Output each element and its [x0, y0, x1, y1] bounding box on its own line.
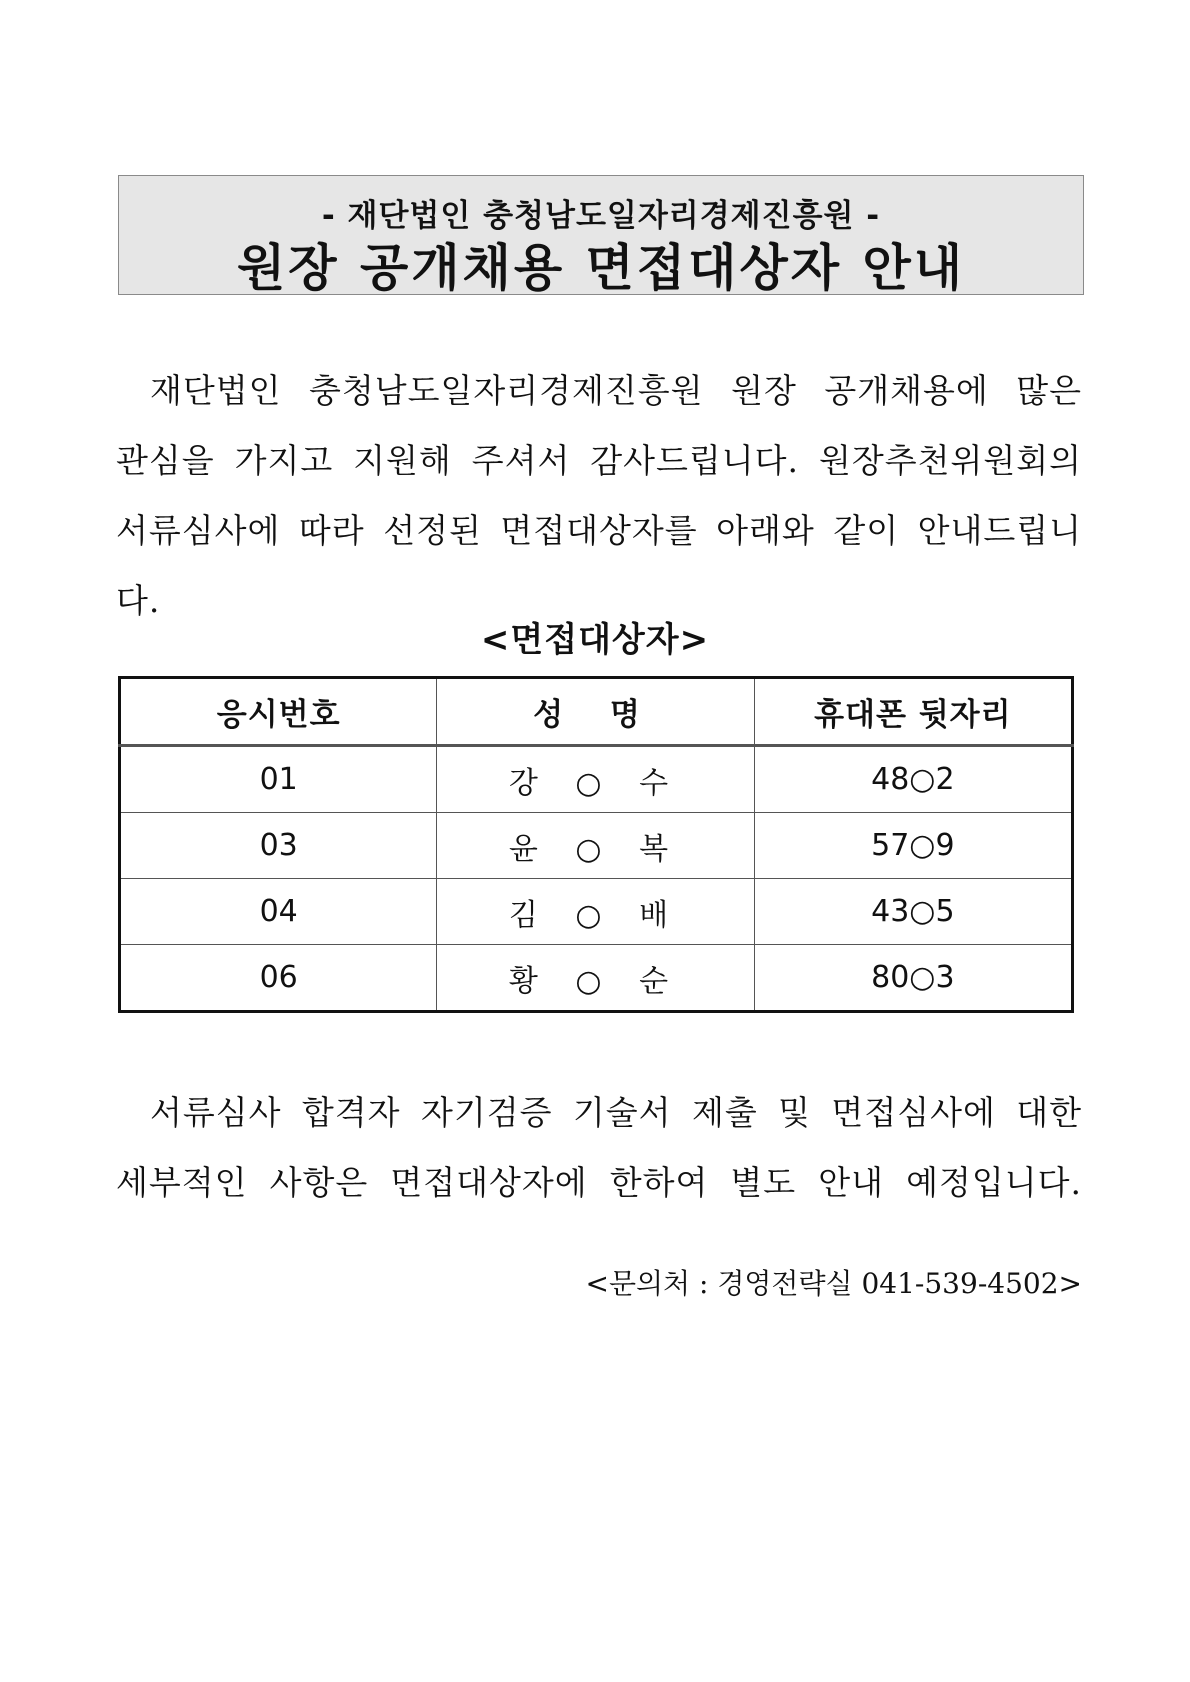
notice-line-2: 세부적인 사항은 면접대상자에 한하여 별도 안내 예정입니다. [116, 1163, 1082, 1202]
cell-name: 윤 ○ 복 [437, 813, 754, 879]
table-title: <면접대상자> [480, 620, 710, 660]
header-name: 성 명 [437, 678, 754, 746]
header-exam-number: 응시번호 [120, 678, 437, 746]
table-row [120, 879, 1073, 945]
cell-phone: 57○9 [754, 813, 1072, 879]
document-title: 원장 공개채용 면접대상자 안내 [236, 239, 966, 297]
cell-exam-number: 03 [120, 813, 437, 879]
cell-name: 황 ○ 순 [437, 945, 754, 1012]
notice-paragraph [116, 1078, 1082, 1218]
contact-info: <문의처 : 경영전략실 041-539-4502> [585, 1267, 1082, 1300]
cell-phone: 43○5 [754, 879, 1072, 945]
candidates-table [118, 676, 1074, 1013]
table-row [120, 813, 1073, 879]
table-header-row [120, 678, 1073, 746]
notice-line-1: 서류심사 합격자 자기검증 기술서 제출 및 면접심사에 대한 [150, 1093, 1082, 1132]
intro-paragraph [116, 356, 1082, 636]
intro-line-3: 서류심사에 따라 선정된 면접대상자를 아래와 같이 안내드립니다. [116, 511, 1082, 620]
cell-phone: 48○2 [754, 746, 1072, 813]
cell-name: 강 ○ 수 [437, 746, 754, 813]
intro-line-2: 관심을 가지고 지원해 주셔서 감사드립니다. 원장추천위원회의 [116, 441, 1082, 480]
table-row [120, 746, 1073, 813]
cell-name: 김 ○ 배 [437, 879, 754, 945]
intro-line-1: 재단법인 충청남도일자리경제진흥원 원장 공개채용에 많은 [150, 371, 1082, 410]
document-subtitle: - 재단법인 충청남도일자리경제진흥원 - [321, 198, 881, 234]
table-row [120, 945, 1073, 1012]
cell-exam-number: 04 [120, 879, 437, 945]
cell-exam-number: 06 [120, 945, 437, 1012]
title-box [118, 175, 1084, 295]
cell-exam-number: 01 [120, 746, 437, 813]
header-phone: 휴대폰 뒷자리 [754, 678, 1072, 746]
cell-phone: 80○3 [754, 945, 1072, 1012]
